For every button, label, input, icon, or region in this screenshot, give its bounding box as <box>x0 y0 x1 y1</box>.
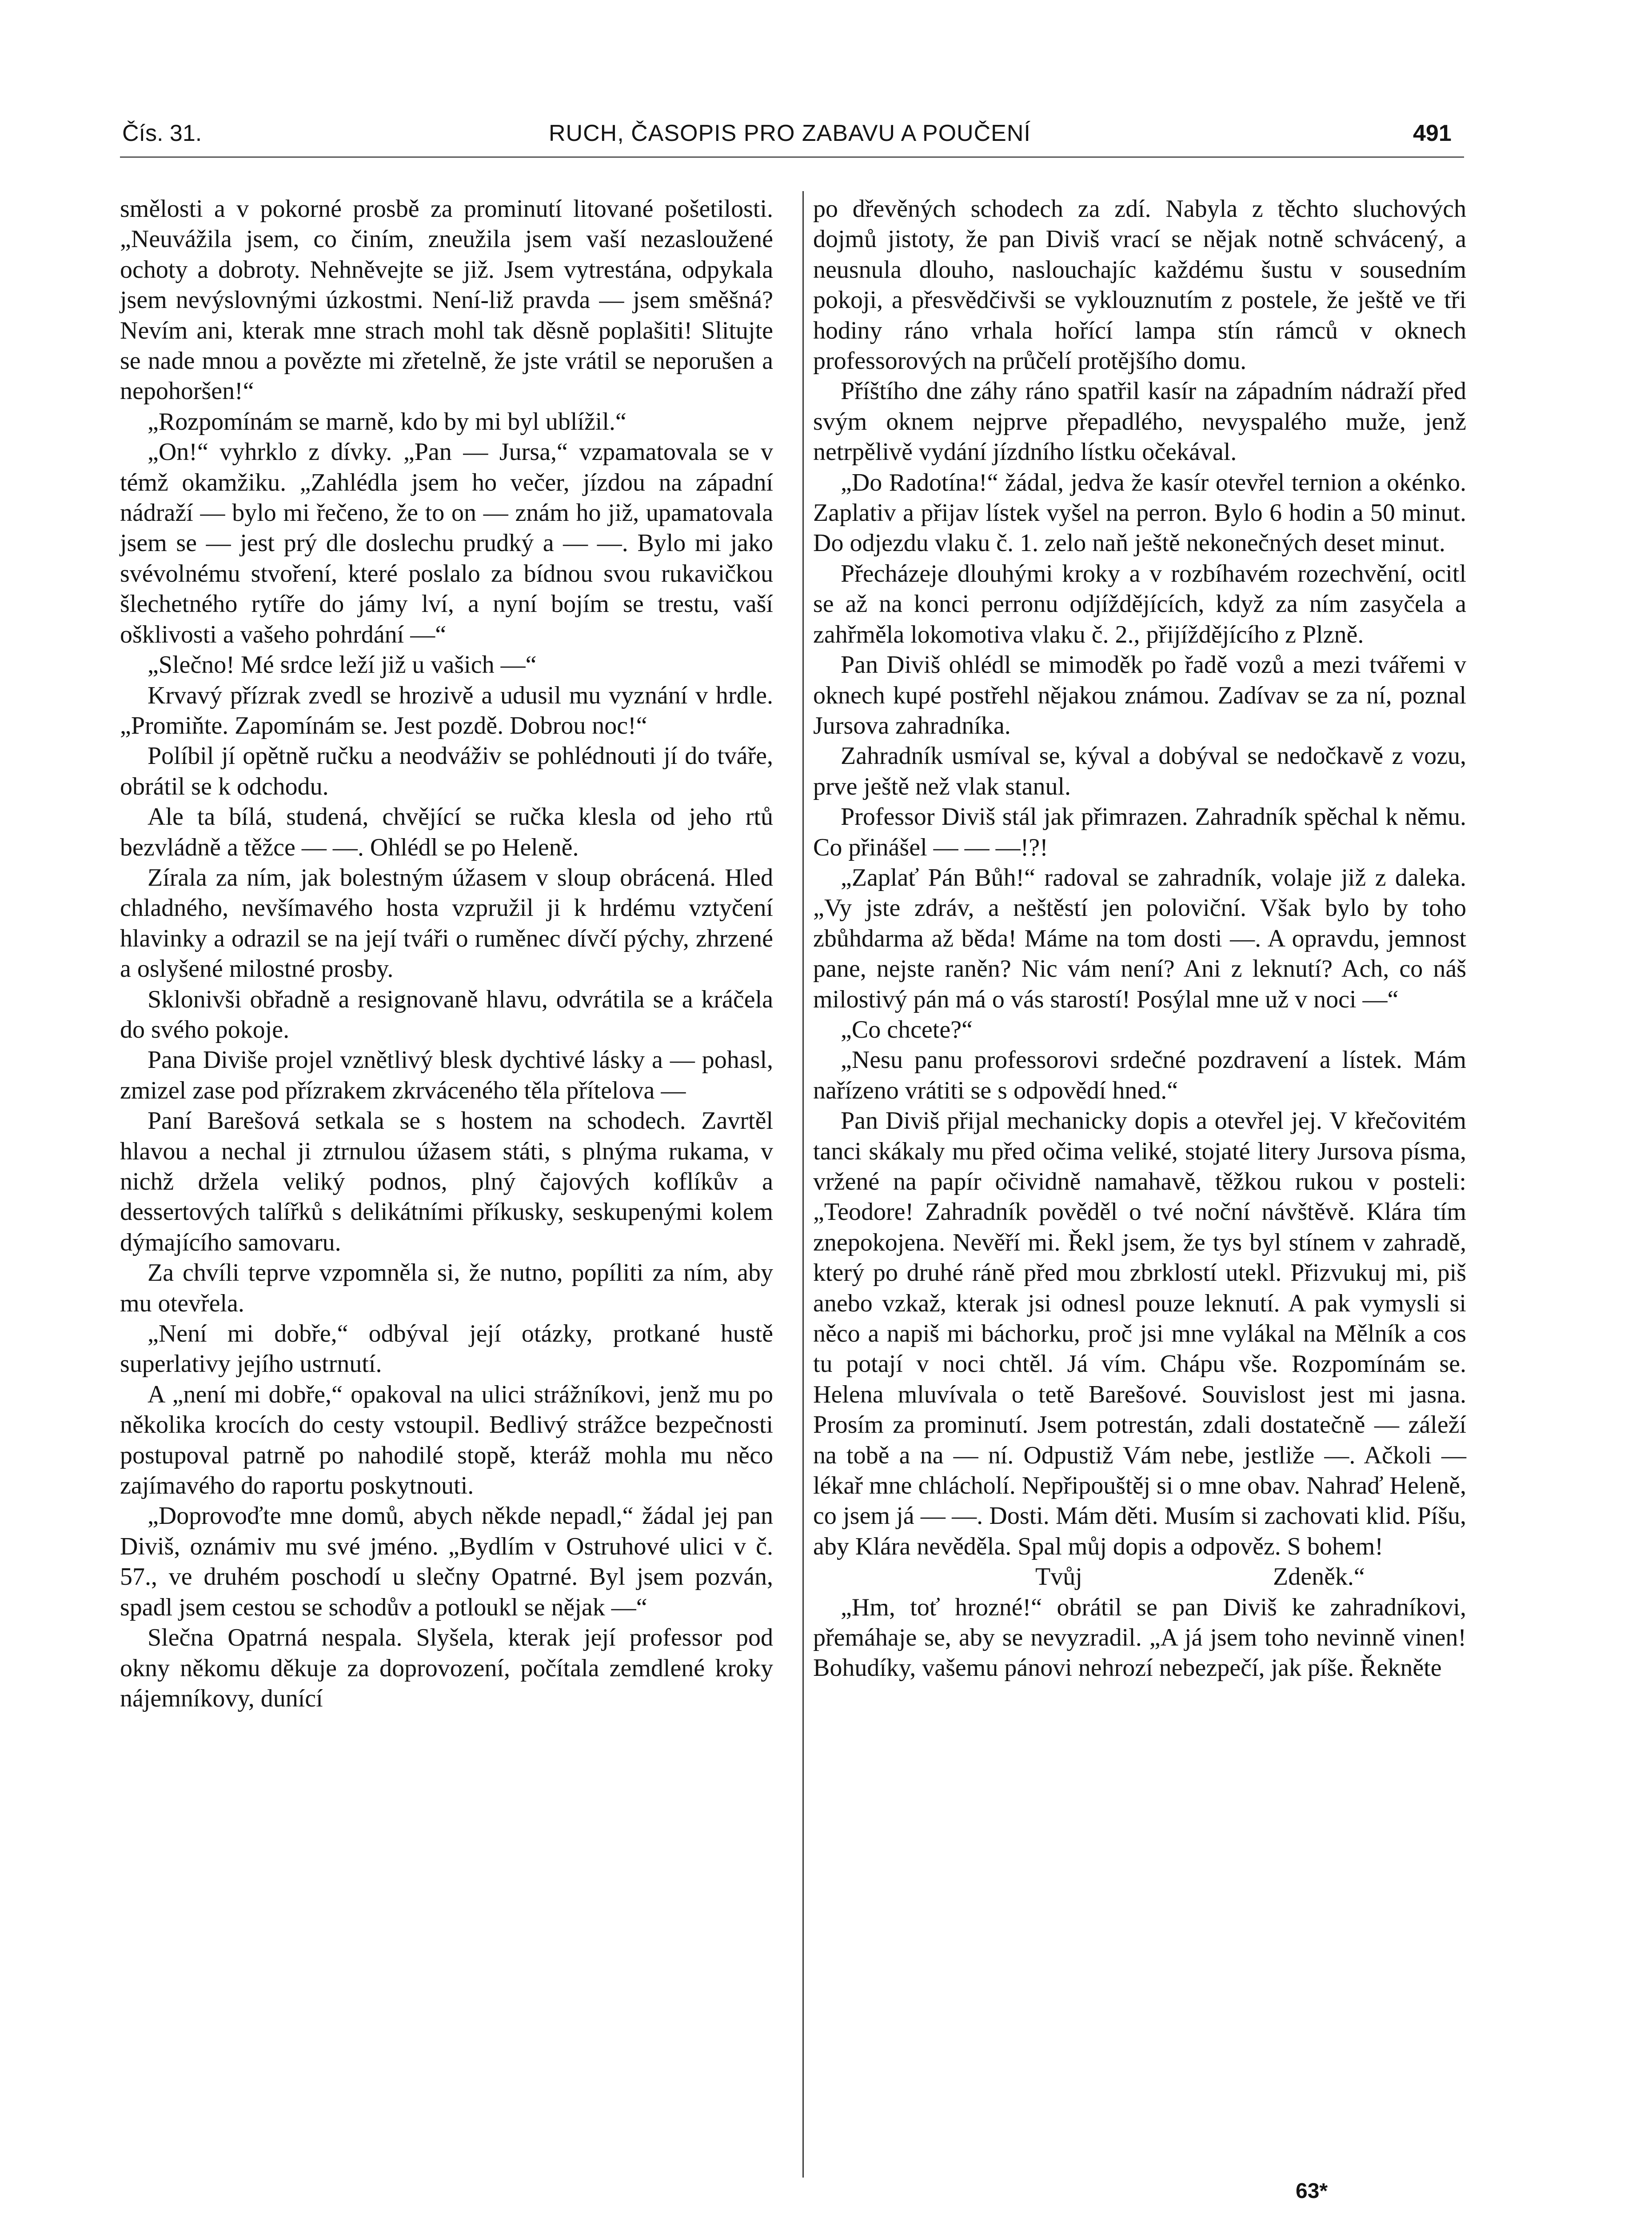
paragraph: Ale ta bílá, studená, chvějící se ručka klesla od jeho rtů bezvládně a těžce — —. Ohlédl se po Heleně. <box>120 803 773 861</box>
paragraph: „Doprovoďte mne domů, abych někde nepadl,“ žádal jej pan Diviš, oznámiv mu své jméno. „Bydlím v Ostruhové ulici v č. 57., ve druhém poschodí u slečny Opatrné. Byl jsem pozván, spadl jsem cestou se schodův a potloukl se nějak —“ <box>120 1502 773 1621</box>
paragraph: Sklonivši obřadně a resignovaně hlavu, odvrátila se a kráčela do svého pokoje. <box>120 985 773 1043</box>
paragraph: Zahradník usmíval se, kýval a dobýval se nedočkavě z vozu, prve ještě než vlak stanul. <box>813 742 1466 800</box>
paragraph: Přecházeje dlouhými kroky a v rozbíhavém rozechvění, ocitl se až na konci perronu odjíždějících, když za ním zasyčela a zahřměla lokomotiva vlaku č. 2., přijíždějícího z Plzně. <box>813 559 1466 648</box>
running-header <box>0 120 1652 160</box>
paragraph: Příštího dne záhy ráno spatřil kasír na západním nádraží před svým oknem nejprve přepadlého, nevyspalého muže, jenž netrpělivě vydání jízdního lístku očekával. <box>813 377 1466 466</box>
paragraph: Zírala za ním, jak bolestným úžasem v sloup obrácená. Hled chladného, nevšímavého hosta vzpružil ji k hrdému vztyčení hlavinky a odrazil se na její tváři o ruměnec dívčí pýchy, zhrzené a oslyšené milostné prosby. <box>120 863 773 983</box>
paragraph: „Rozpomínám se marně, kdo by mi byl ublížil.“ <box>148 408 626 436</box>
paragraph: „Do Radotína!“ žádal, jedva že kasír otevřel ternion a okénko. Zaplativ a přijav lístek vyšel na perron. Bylo 6 hodin a 50 minut. Do odjezdu vlaku č. 1. zelo naň ještě nekonečných deset minut. <box>813 468 1466 557</box>
paragraph: Krvavý přízrak zvedl se hrozivě a udusil mu vyznání v hrdle. „Promiňte. Zapomínám se. Jest pozdě. Dobrou noc!“ <box>120 681 773 739</box>
paragraph: „Zaplať Pán Bůh!“ radoval se zahradník, volaje již z daleka. „Vy jste zdráv, a neštěstí jen poloviční. Však bylo by toho zbůhdarma až běda! Máme na tom dosti —. A opravdu, jemnost pane, nejste raněn? Nic vám není? Ani z leknutí? Ach, co náš milostivý pán má o vás starostí! Posýlal mne už v noci —“ <box>813 863 1466 1013</box>
paragraph: „Hm, toť hrozné!“ obrátil se pan Diviš ke zahradníkovi, přemáhaje se, aby se nevyzradil. „A já jsem toho nevinně vinen! Bohudíky, vašemu pánovi nehrozí nebezpečí, jak píše. Řekněte <box>813 1593 1466 1682</box>
paragraph: smělosti a v pokorné prosbě za prominutí litované pošetilosti. „Neuvážila jsem, co činím, zneužila jsem vaší nezasloužené ochoty a dobroty. Nehněvejte se již. Jsem vytrestána, odpykala jsem nevýslovnými úzkostmi. Není-liž pravda — jsem směšná? Nevím ani, kterak mne strach mohl tak děsně poplašiti! Slitujte se nade mnou a povězte mi zřetelně, že jste vrátil se neporušen a nepohoršen!“ <box>120 195 773 405</box>
paragraph: „Není mi dobře,“ odbýval její otázky, protkané hustě superlativy jejího ustrnutí. <box>120 1320 773 1378</box>
paragraph: Pan Diviš přijal mechanicky dopis a otevřel jej. V křečovitém tanci skákaly mu před očima veliké, stojaté litery Jursova písma, vržené na papír očividně namahavě, těžkou rukou v posteli: „Teodore! Zahradník pověděl o tvé noční návštěvě. Klára tím znepokojena. Nevěří mi. Řekl jsem, že tys byl stínem v zahradě, který po druhé ráně před mou zbrklostí utekl. Přizvukuj mi, piš anebo vzkaž, kterak jsi odnesl pouze leknutí. A pak vymysli si něco a napiš mi báchorku, proč jsi mne vylákal na Mělník a cos tu potají v noci chtěl. Já vím. Chápu vše. Rozpomínám se. Helena mluvívala o tetě Barešové. Souvislost jest mi jasna. Prosím za prominutí. Jsem potrestán, zdali dostatečně — záleží na tobě a na — ní. Odpustiž Vám nebe, jestliže —. Ačkoli — lékař mne chlácholí. Nepřipouštěj si o mne obav. Nahraď Heleně, co jsem já — —. Dosti. Mám děti. Musím si zachovati klid. Píšu, aby Klára nevěděla. Spal můj dopis a odpověz. S bohem! <box>813 1107 1466 1560</box>
printer-signature-mark: 63* <box>1296 2179 1328 2203</box>
issue-number: Čís. 31. <box>122 120 202 146</box>
header-rule <box>120 156 1464 158</box>
paragraph: „Co chcete?“ <box>841 1015 973 1043</box>
paragraph: „Nesu panu professorovi srdečné pozdravení a lístek. Mám nařízeno vrátiti se s odpovědí hned.“ <box>813 1046 1466 1104</box>
paragraph: Paní Barešová setkala se s hostem na schodech. Zavrtěl hlavou a nechal ji ztrnulou úžasem státi, s plnýma rukama, v nichž držela veliký podnos, plný čajových koflíkův a dessertových talířků s delikátními příkusky, seskupenými kolem dýmajícího samovaru. <box>120 1107 773 1256</box>
paragraph: Pan Diviš ohlédl se mimoděk po řadě vozů a mezi tvářemi v oknech kupé postřehl nějakou známou. Zadívav se za ní, poznal Jursova zahradníka. <box>813 651 1466 739</box>
paragraph: „Slečno! Mé srdce leží již u vašich —“ <box>148 651 537 679</box>
signature-name: Zdeněk.“ <box>1273 1563 1365 1591</box>
right-column <box>813 194 1466 1683</box>
paragraph: „On!“ vyhrklo z dívky. „Pan — Jursa,“ vzpamatovala se v témž okamžiku. „Zahlédla jsem ho večer, jízdou na západní nádraží — bylo mi řečeno, že to on — znám ho již, upamatovala jsem se — jest prý dle doslechu prudký a — —. Bylo mi jako svévolnému stvoření, které poslalo za bídnou svou rukavičkou šlechetného rytíře do jámy lví, a nyní bojím se trestu, vaší ošklivosti a vašeho pohrdání —“ <box>120 438 773 648</box>
paragraph: A „není mi dobře,“ opakoval na ulici strážníkovi, jenž mu po několika krocích do cesty vstoupil. Bedlivý strážce bezpečnosti postupoval patrně po nahodilé stopě, kteráž mohla mu něco zajímavého do raportu poskytnouti. <box>120 1380 773 1500</box>
paragraph: Pana Diviše projel vznětlivý blesk dychtivé lásky a — pohasl, zmizel zase pod přízrakem zkrváceného těla přítelova — <box>120 1046 773 1104</box>
paragraph: po dřevěných schodech za zdí. Nabyla z těchto sluchových dojmů jistoty, že pan Diviš vrací se nějak notně schvácený, a neusnula dlouho, naslouchajíc každému šustu v sousedním pokoji, a přesvědčivši se vyklouznutím z postele, že ještě ve tři hodiny ráno vrhala hořící lampa stín rámců v oknech professorových na průčelí protějšího domu. <box>813 195 1466 375</box>
left-column <box>120 194 773 1714</box>
paragraph: Za chvíli teprve vzpomněla si, že nutno, popíliti za ním, aby mu otevřela. <box>120 1259 773 1317</box>
paragraph: Políbil jí opětně ručku a neodváživ se pohlédnouti jí do tváře, obrátil se k odchodu. <box>120 742 773 800</box>
letter-signature <box>813 1562 1466 1592</box>
journal-title: RUCH, ČASOPIS PRO ZABAVU A POUČENÍ <box>549 120 1031 146</box>
page-number: 491 <box>1413 120 1452 146</box>
paragraph: Slečna Opatrná nespala. Slyšela, kterak její professor pod okny někomu děkuje za doprovození, počítala zemdlené kroky nájemníkovy, dunící <box>120 1624 773 1712</box>
column-divider <box>802 191 804 2178</box>
paragraph: Professor Diviš stál jak přimrazen. Zahradník spěchal k němu. Co přinášel — — —!?! <box>813 803 1466 861</box>
signature-closing: Tvůj <box>1035 1563 1082 1591</box>
